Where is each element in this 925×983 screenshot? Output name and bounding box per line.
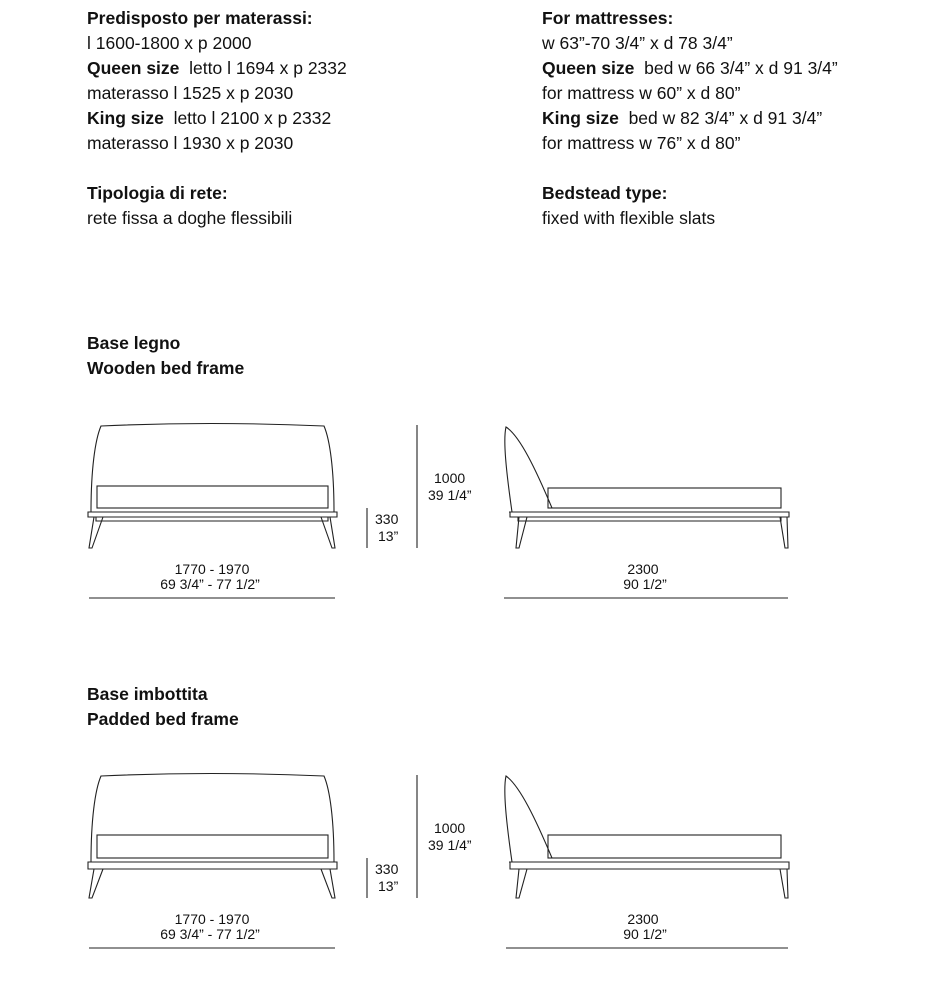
padded-length-mm: 2300	[627, 911, 659, 927]
wooden-front-view	[88, 424, 337, 549]
queen-label-en: Queen size	[542, 58, 635, 78]
padded-length-in: 90 1/2”	[623, 926, 667, 942]
padded-title-en: Padded bed frame	[87, 709, 239, 729]
padded-base-in: 13”	[378, 878, 399, 894]
wooden-height-mm: 1000	[434, 470, 466, 486]
queen-bed-it: letto l 1694 x p 2332	[189, 58, 347, 78]
padded-width-in: 69 3/4” - 77 1/2”	[160, 926, 260, 942]
wooden-width-mm: 1770 - 1970	[174, 561, 250, 577]
queen-mattress-en: for mattress w 60” x d 80”	[542, 83, 741, 103]
bedstead-value-en: fixed with flexible slats	[542, 208, 716, 228]
bedstead-heading-en: Bedstead type:	[542, 183, 668, 203]
king-bed-it: letto l 2100 x p 2332	[173, 108, 332, 128]
king-label-en: King size	[542, 108, 619, 128]
bedstead-value-it: rete fissa a doghe flessibili	[87, 208, 293, 228]
wooden-base-mm: 330	[375, 511, 399, 527]
wooden-side-view	[505, 427, 789, 548]
padded-side-view	[505, 776, 789, 898]
wooden-height-in: 39 1/4”	[428, 487, 472, 503]
mattress-heading-it: Predisposto per materassi:	[87, 8, 313, 28]
queen-mattress-it: materasso l 1525 x p 2030	[87, 83, 294, 103]
king-bed-en: bed w 82 3/4” x d 91 3/4”	[628, 108, 823, 128]
padded-base-mm: 330	[375, 861, 399, 877]
bedstead-heading-it: Tipologia di rete:	[87, 183, 228, 203]
wooden-length-in: 90 1/2”	[623, 576, 667, 592]
padded-height-in: 39 1/4”	[428, 837, 472, 853]
queen-label-it: Queen size	[87, 58, 180, 78]
wooden-width-in: 69 3/4” - 77 1/2”	[160, 576, 260, 592]
padded-height-mm: 1000	[434, 820, 466, 836]
wooden-base-in: 13”	[378, 528, 399, 544]
padded-front-view	[88, 774, 337, 899]
mattress-heading-en: For mattresses:	[542, 8, 674, 28]
king-mattress-it: materasso l 1930 x p 2030	[87, 133, 294, 153]
queen-bed-en: bed w 66 3/4” x d 91 3/4”	[644, 58, 838, 78]
wooden-length-mm: 2300	[627, 561, 659, 577]
wooden-title-it: Base legno	[87, 333, 181, 353]
mattress-size-en: w 63”-70 3/4” x d 78 3/4”	[542, 33, 733, 53]
wooden-title-en: Wooden bed frame	[87, 358, 245, 378]
padded-title-it: Base imbottita	[87, 684, 208, 704]
mattress-size-it: l 1600-1800 x p 2000	[87, 33, 252, 53]
padded-width-mm: 1770 - 1970	[174, 911, 250, 927]
king-mattress-en: for mattress w 76” x d 80”	[542, 133, 741, 153]
king-label-it: King size	[87, 108, 164, 128]
